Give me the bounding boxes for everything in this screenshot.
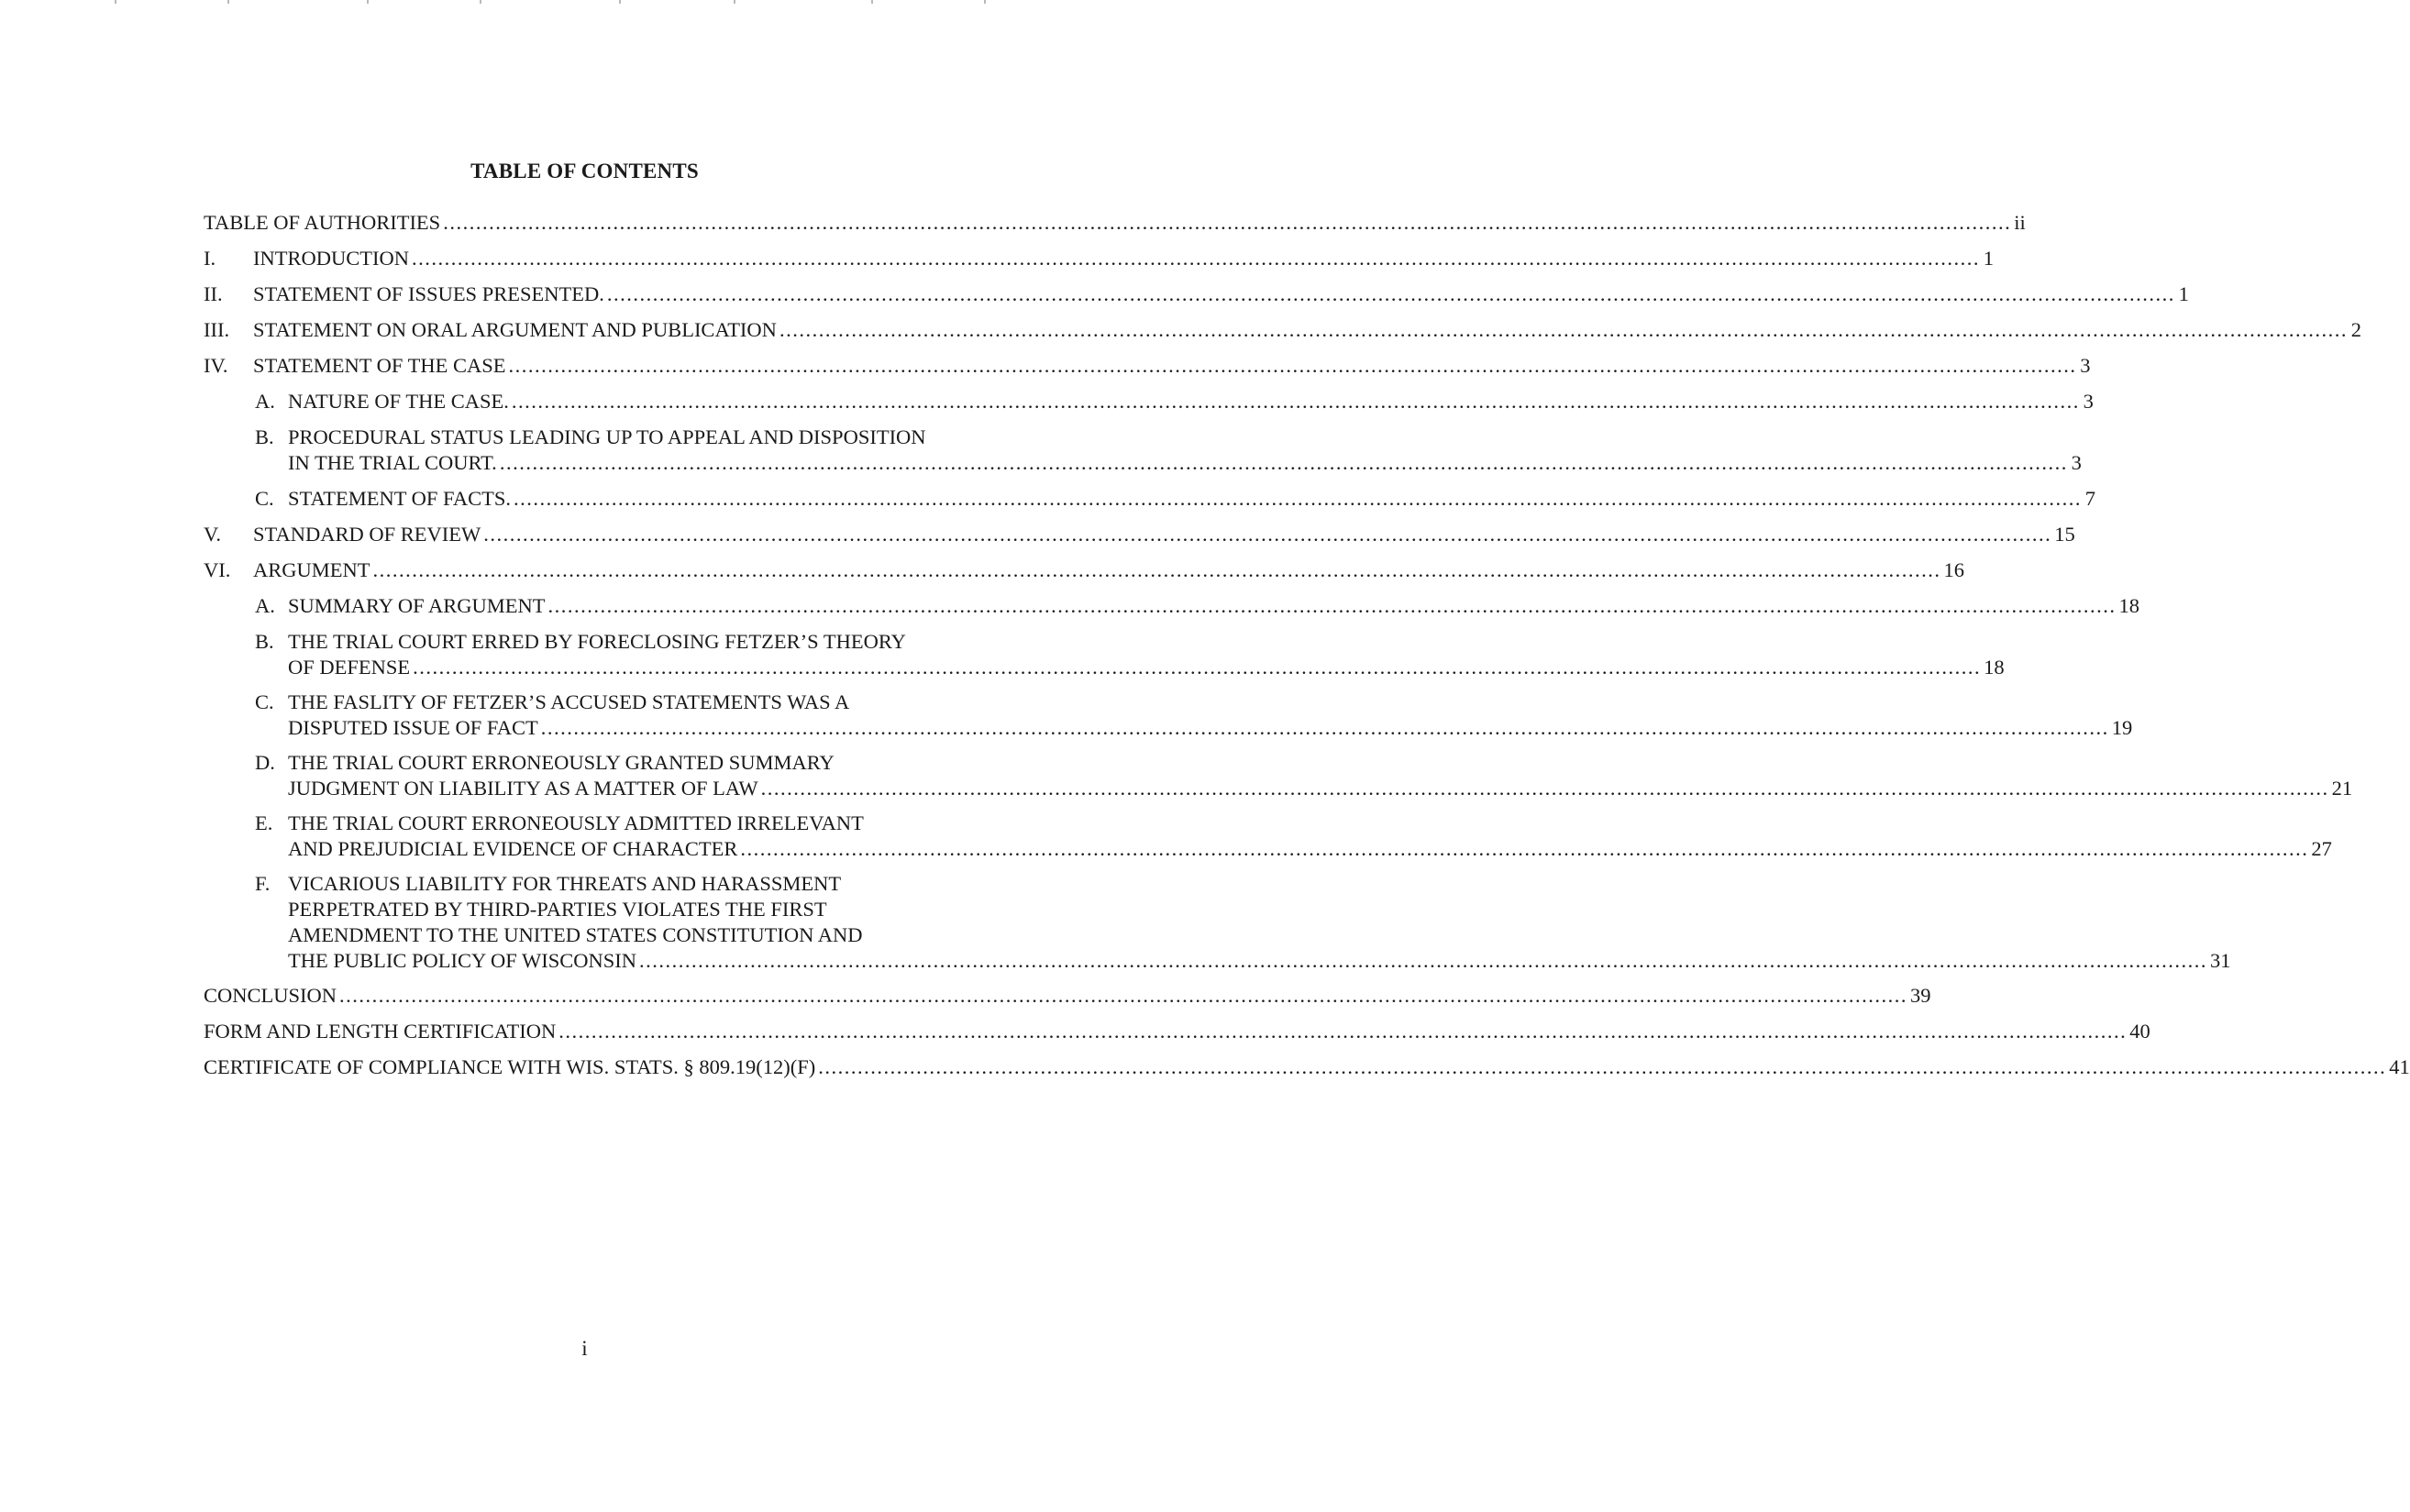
toc-entry-number: C.	[255, 690, 274, 713]
toc-entry-title: DISPUTED ISSUE OF FACT	[288, 716, 538, 739]
toc-entry-page: 18	[1984, 656, 2005, 679]
toc-entry-procedural	[204, 425, 2082, 476]
toc-entry-number: III.	[204, 318, 230, 341]
toc-entry-issues	[204, 281, 2189, 307]
scan-mark	[367, 0, 369, 4]
toc-entry-page: ii	[2014, 211, 2026, 234]
scan-mark	[619, 0, 621, 4]
toc-entry-oral	[204, 317, 2361, 343]
toc-entry-title: STATEMENT OF ISSUES PRESENTED.	[253, 282, 604, 305]
toc-entry-title-line: PERPETRATED BY THIRD-PARTIES VIOLATES THE FIRST	[288, 898, 827, 921]
toc-entry-title: STATEMENT OF THE CASE	[253, 354, 506, 377]
toc-entry-review	[204, 522, 2075, 547]
toc-entry-title: AND PREJUDICIAL EVIDENCE OF CHARACTER	[288, 837, 738, 860]
toc-entry-foreclosing	[204, 629, 2005, 680]
toc-entry-summary	[204, 593, 2139, 619]
toc-entry-page: 3	[2083, 390, 2094, 413]
toc-entry-authorities	[204, 210, 2026, 236]
leader-dots	[412, 246, 1980, 271]
leader-dots	[514, 486, 2082, 512]
toc-entry-title: INTRODUCTION	[253, 247, 409, 270]
leader-dots	[339, 983, 1907, 1009]
toc-entry-title: CERTIFICATE OF COMPLIANCE WITH WIS. STATS. § 809.19(12)(F)	[204, 1055, 816, 1078]
toc-entry-number: II.	[204, 282, 223, 305]
scan-mark	[480, 0, 481, 4]
toc-entry-title: THE PUBLIC POLICY OF WISCONSIN	[288, 949, 637, 972]
leader-dots	[373, 557, 1941, 583]
page-number: i	[581, 1337, 588, 1360]
toc-entry-page: 19	[2111, 716, 2133, 739]
toc-entry-number: C.	[255, 487, 274, 510]
toc-entry-intro	[204, 246, 1994, 271]
scan-mark	[984, 0, 986, 4]
toc-entry-page: 3	[2080, 354, 2091, 377]
toc-entry-number: A.	[255, 594, 275, 617]
leader-dots	[740, 836, 2308, 862]
toc-entry-title-line: VICARIOUS LIABILITY FOR THREATS AND HARASSMENT	[288, 872, 842, 895]
toc-entry-page: 40	[2129, 1020, 2150, 1043]
toc-entry-nature	[204, 389, 2094, 414]
toc-entry-title: STATEMENT ON ORAL ARGUMENT AND PUBLICATION	[253, 318, 777, 341]
toc-entry-title: NATURE OF THE CASE.	[288, 390, 509, 413]
toc-entry-page: 2	[2350, 318, 2361, 341]
toc-entry-page: 27	[2311, 837, 2332, 860]
toc-entry-page: 1	[1983, 247, 1994, 270]
toc-entry-number: I.	[204, 247, 216, 270]
toc-entry-number: IV.	[204, 354, 228, 377]
leader-dots	[818, 1054, 2386, 1080]
scan-mark	[227, 0, 229, 4]
leader-dots	[779, 317, 2348, 343]
leader-dots	[761, 776, 2329, 801]
toc-entry-title-line: AMENDMENT TO THE UNITED STATES CONSTITUTION AND	[288, 923, 863, 946]
toc-entry-title: FORM AND LENGTH CERTIFICATION	[204, 1020, 557, 1043]
toc-entry-number: E.	[255, 811, 273, 834]
toc-entry-title: SUMMARY OF ARGUMENT	[288, 594, 546, 617]
toc-list	[204, 210, 2410, 1080]
leader-dots	[443, 210, 2011, 236]
toc-entry-page: 15	[2054, 523, 2075, 546]
toc-entry-page: 31	[2210, 949, 2231, 972]
toc-entry-form-length	[204, 1019, 2150, 1044]
toc-entry-character	[204, 811, 2332, 862]
toc-entry-title: STANDARD OF REVIEW	[253, 523, 481, 546]
toc-entry-argument	[204, 557, 1964, 583]
toc-entry-falsity	[204, 690, 2133, 741]
scan-mark	[734, 0, 735, 4]
toc-entry-vicarious	[204, 871, 2231, 974]
leader-dots	[483, 522, 2051, 547]
leader-dots	[509, 353, 2077, 379]
toc-entry-number: B.	[255, 630, 274, 653]
leader-dots	[541, 715, 2109, 741]
leader-dots	[639, 948, 2207, 974]
toc-entry-title: ARGUMENT	[253, 558, 370, 581]
toc-entry-number: V.	[204, 523, 221, 546]
toc-entry-page: 16	[1943, 558, 1964, 581]
scan-mark	[115, 0, 116, 4]
toc-entry-conclusion	[204, 983, 1931, 1009]
toc-entry-page: 3	[2071, 451, 2082, 474]
scan-mark	[871, 0, 873, 4]
toc-entry-title: TABLE OF AUTHORITIES	[204, 211, 441, 234]
toc-entry-page: 1	[2178, 282, 2189, 305]
leader-dots	[413, 655, 1981, 680]
leader-dots	[512, 389, 2080, 414]
toc-entry-title: JUDGMENT ON LIABILITY AS A MATTER OF LAW	[288, 777, 758, 800]
toc-entry-title-line: THE TRIAL COURT ERRONEOUSLY GRANTED SUMMARY	[288, 751, 835, 774]
toc-entry-title-line: PROCEDURAL STATUS LEADING UP TO APPEAL AND DISPOSITION	[288, 425, 926, 448]
toc-entry-number: B.	[255, 425, 274, 448]
leader-dots	[547, 593, 2116, 619]
toc-title: TABLE OF CONTENTS	[470, 160, 699, 182]
toc-entry-number: VI.	[204, 558, 231, 581]
toc-entry-title-line: THE TRIAL COURT ERRONEOUSLY ADMITTED IRRELEVANT	[288, 811, 864, 834]
toc-entry-title-line: THE TRIAL COURT ERRED BY FORECLOSING FETZER’S THEORY	[288, 630, 906, 653]
leader-dots	[500, 450, 2068, 476]
toc-entry-number: F.	[255, 872, 271, 895]
toc-entry-page: 18	[2118, 594, 2139, 617]
toc-entry-facts	[204, 486, 2096, 512]
toc-entry-title: OF DEFENSE	[288, 656, 411, 679]
toc-entry-summary-judgment	[204, 750, 2353, 801]
leader-dots	[607, 281, 2175, 307]
toc-entry-page: 39	[1910, 984, 1931, 1007]
toc-entry-page: 21	[2331, 777, 2353, 800]
toc-entry-title: IN THE TRIAL COURT.	[288, 451, 497, 474]
toc-entry-number: A.	[255, 390, 275, 413]
toc-entry-page: 7	[2084, 487, 2096, 510]
toc-entry-case	[204, 353, 2091, 379]
toc-entry-number: D.	[255, 751, 275, 774]
toc-entry-title: STATEMENT OF FACTS.	[288, 487, 512, 510]
toc-entry-compliance	[204, 1054, 2410, 1080]
toc-entry-title-line: THE FASLITY OF FETZER’S ACCUSED STATEMENTS WAS A	[288, 690, 850, 713]
leader-dots	[558, 1019, 2127, 1044]
toc-entry-title: CONCLUSION	[204, 984, 337, 1007]
toc-entry-page: 41	[2389, 1055, 2410, 1078]
